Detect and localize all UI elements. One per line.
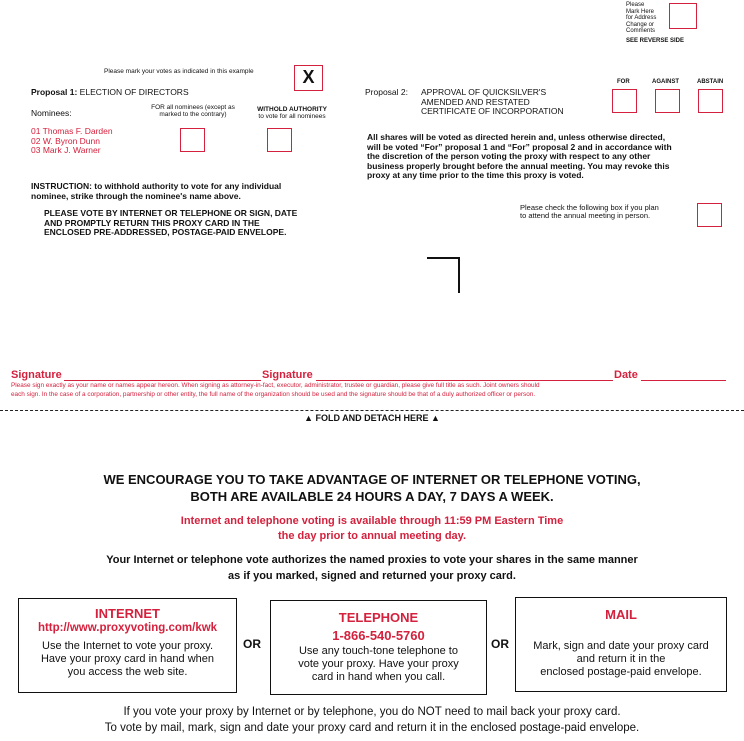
- internet-instruction-line: you access the web site.: [67, 666, 188, 678]
- please-vote-line: AND PROMPTLY RETURN THIS PROXY CARD IN THE: [44, 217, 260, 228]
- abstain-header: ABSTAIN: [697, 79, 724, 85]
- nominee-item: 03 Mark J. Warner: [31, 145, 101, 156]
- shares-line: proxy at any time prior to the time this proxy is voted.: [367, 170, 584, 180]
- mail-instruction-line: and return it in the: [576, 653, 666, 665]
- withhold-header-line: to vote for all nominees: [258, 113, 326, 120]
- attend-meeting-checkbox[interactable]: [697, 203, 722, 227]
- proposal2-title: [421, 88, 564, 117]
- proposal2-title-line: APPROVAL OF QUICKSILVER'S: [421, 87, 547, 97]
- address-change-line: for Address: [626, 15, 657, 22]
- attend-meeting-text: [520, 204, 659, 220]
- proposal1-title: ELECTION OF DIRECTORS: [79, 87, 189, 97]
- footer-line: To vote by mail, mark, sign and date your proxy card and return it in the enclosed postage-paid envelope.: [104, 722, 640, 734]
- internet-title: INTERNET: [95, 606, 160, 621]
- signature-instructions: [11, 381, 741, 399]
- proposal2-title-line: CERTIFICATE OF INCORPORATION: [421, 106, 564, 116]
- for-all-checkbox[interactable]: [180, 128, 205, 152]
- withhold-checkbox[interactable]: [267, 128, 292, 152]
- mail-instructions: [516, 640, 726, 679]
- example-instruction: Please mark your votes as indicated in this example: [104, 68, 254, 75]
- availability-line: the day prior to annual meeting day.: [277, 530, 467, 542]
- internet-instruction-line: Have your proxy card in hand when: [40, 653, 215, 665]
- withhold-header: [244, 106, 340, 120]
- address-change-line: Change or: [626, 21, 655, 28]
- address-change-line: Mark Here: [626, 8, 655, 15]
- footer-text: [0, 704, 744, 736]
- address-change-line: Please: [626, 2, 645, 8]
- please-vote-line: ENCLOSED PRE-ADDRESSED, POSTAGE-PAID ENVELOPE.: [44, 227, 287, 237]
- address-change-checkbox[interactable]: [669, 3, 697, 29]
- example-marked-checkbox: X: [294, 65, 323, 91]
- telephone-voting-box: [270, 600, 487, 695]
- authorization-line: as if you marked, signed and returned your proxy card.: [228, 570, 516, 582]
- or-separator-2: OR: [491, 637, 509, 651]
- authorization-text: [0, 552, 744, 584]
- for-header: FOR: [617, 79, 630, 85]
- instruction-line: nominee, strike through the nominee's name above.: [31, 190, 241, 201]
- for-all-header: [140, 104, 246, 118]
- internet-url-link[interactable]: http://www.proxyvoting.com/kwk: [37, 622, 218, 634]
- see-reverse-side: SEE REVERSE SIDE: [626, 38, 685, 44]
- registration-mark: [427, 257, 460, 293]
- telephone-instruction-line: vote your proxy. Have your proxy: [298, 658, 459, 670]
- for-all-header-line: FOR all nominees (except as: [151, 104, 235, 111]
- encourage-heading: [0, 471, 744, 505]
- proposal2-label: Proposal 2:: [365, 87, 408, 97]
- footer-line: If you vote your proxy by Internet or by telephone, you do NOT need to mail back your proxy card.: [123, 706, 621, 718]
- please-vote-line: PLEASE VOTE BY INTERNET OR TELEPHONE OR SIGN, DATE: [44, 208, 298, 218]
- encourage-heading-line: BOTH ARE AVAILABLE 24 HOURS A DAY, 7 DAYS A WEEK.: [190, 489, 554, 504]
- encourage-heading-line: WE ENCOURAGE YOU TO TAKE ADVANTAGE OF INTERNET OR TELEPHONE VOTING,: [103, 472, 641, 487]
- fold-detach-label: ▲ FOLD AND DETACH HERE ▲: [304, 413, 440, 423]
- signature-label-1: Signature: [11, 369, 62, 381]
- shares-line: the discretion of the person voting the proxy with respect to any other: [367, 151, 651, 161]
- mail-instruction-line: enclosed postage-paid envelope.: [540, 666, 702, 678]
- internet-voting-box: [18, 598, 237, 693]
- internet-instructions: [19, 640, 236, 679]
- telephone-instruction-line: Use any touch-tone telephone to: [298, 645, 458, 657]
- proposal1-heading: [31, 88, 189, 98]
- proposal2-for-checkbox[interactable]: [612, 89, 637, 113]
- signature-label-2: Signature: [262, 369, 313, 381]
- mail-title: MAIL: [605, 607, 637, 622]
- instruction-text: [31, 182, 281, 201]
- telephone-instructions: [271, 645, 486, 684]
- mail-instruction-line: Mark, sign and date your proxy card: [533, 640, 709, 652]
- shares-line: business properly brought before the annual meeting. You may revoke this: [367, 160, 670, 171]
- nominee-item: 01 Thomas F. Darden: [31, 126, 113, 136]
- proposal2-title-line: AMENDED AND RESTATED: [421, 96, 530, 107]
- nominee-item: 02 W. Byron Dunn: [31, 135, 100, 146]
- proposal2-against-checkbox[interactable]: [655, 89, 680, 113]
- telephone-title: TELEPHONE: [338, 610, 419, 625]
- proposal1-label: Proposal 1:: [31, 87, 78, 97]
- internet-instruction-line: Use the Internet to vote your proxy.: [42, 640, 213, 652]
- telephone-instruction-line: card in hand when you call.: [311, 671, 446, 683]
- shares-line: will be voted “For” proposal 1 and “For” proposal 2 and in accordance with: [367, 141, 672, 152]
- for-all-header-line: marked to the contrary): [159, 111, 227, 118]
- signature-note-line: each sign. In the case of a corporation, partnership or other entity, the full name of the organization should be used and the signature should be that of a duly authorized officer or person.: [11, 391, 536, 398]
- attend-line: Please check the following box if you plan: [520, 203, 659, 212]
- perforation-line: [0, 410, 744, 411]
- or-separator-1: OR: [243, 637, 261, 651]
- attend-line: to attend the annual meeting in person.: [520, 211, 651, 220]
- against-header: AGAINST: [652, 79, 679, 85]
- availability-text: [0, 514, 744, 544]
- signature-note-line: Please sign exactly as your name or names appear hereon. When signing as attorney-in-fact, executor, administrator, trustee or guardian, please give full title as such. Joint owners should: [11, 382, 540, 389]
- authorization-line: Your Internet or telephone vote authorizes the named proxies to vote your shares in the same manner: [106, 554, 638, 566]
- shares-line: All shares will be voted as directed herein and, unless otherwise directed,: [367, 132, 666, 142]
- telephone-number-link[interactable]: 1-866-540-5760: [332, 628, 425, 643]
- nominees-label: Nominees:: [31, 108, 72, 118]
- please-vote-text: [44, 209, 326, 238]
- address-change-line: Comments: [626, 28, 656, 35]
- shares-voting-text: [367, 133, 717, 181]
- availability-line: Internet and telephone voting is available through 11:59 PM Eastern Time: [180, 515, 564, 527]
- instruction-line: INSTRUCTION: to withhold authority to vote for any individual: [31, 181, 282, 191]
- date-label: Date: [614, 369, 638, 381]
- nominee-list: [31, 127, 113, 156]
- mail-voting-box: [515, 597, 727, 692]
- withhold-header-line: WITHOLD AUTHORITY: [257, 106, 327, 113]
- proposal2-abstain-checkbox[interactable]: [698, 89, 723, 113]
